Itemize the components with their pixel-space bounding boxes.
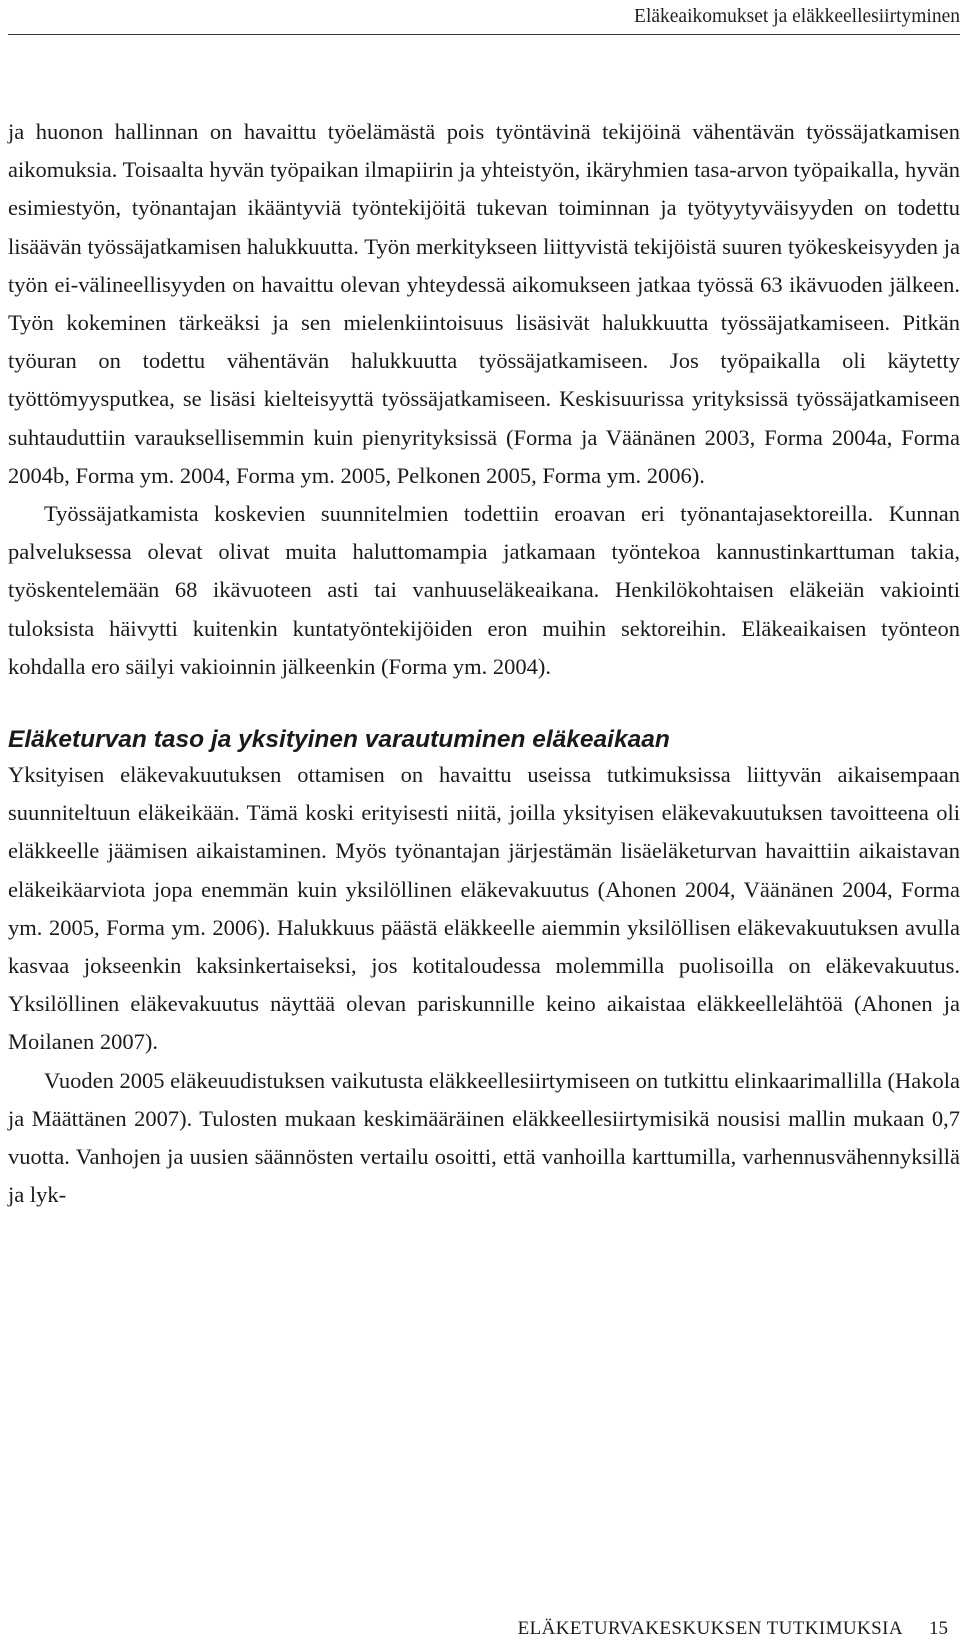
running-header: [8, 0, 960, 35]
running-header-title: Eläkeaikomukset ja eläkkeellesiirtyminen: [634, 6, 960, 27]
body-paragraph: Työssäjatkamista koskevien suunnitelmien todettiin eroavan eri työnantajasektoreilla. Kunnan palveluksessa olevat olivat muita haluttomampia jatkamaan työntekoa kannustinkarttuman takia, työskentelemään 68 ikävuoteen asti tai vanhuuseläkeaikana. Henkilökohtaisen eläkeiän vakiointi tuloksista häivytti kuitenkin kuntatyöntekijöiden eron muihin sektoreihin. Eläkeaikaisen työnteon kohdalla ero säilyi vakioinnin jälkeenkin (Forma ym. 2004).: [8, 501, 960, 679]
body-paragraph: Vuoden 2005 eläkeuudistuksen vaikutusta eläkkeellesiirtymiseen on tutkittu elinkaarimallilla (Hakola ja Määttänen 2007). Tulosten mukaan keskimääräinen eläkkeellesiirtymisikä nousisi mallin mukaan 0,7 vuotta. Vanhojen ja uusien säännösten vertailu osoitti, että vanhoilla karttumilla, varhennusvähennyksillä ja lyk-: [8, 1067, 960, 1208]
page-body: [8, 113, 960, 1214]
body-paragraph: ja huonon hallinnan on havaittu työelämästä pois työntävinä tekijöinä vähentävän työssäjatkamisen aikomuksia. Toisaalta hyvän työpaikan ilmapiirin ja yhteistyön, ikäryhmien tasa-arvon työpaikalla, hyvän esimiestyön, työnantajan ikääntyviä työntekijöitä tukevan toiminnan ja työtyytyväisyyden on todettu lisäävän työssäjatkamisen halukkuutta. Työn merkitykseen liittyvistä tekijöistä suuren työkeskeisyyden ja työn ei-välineellisyyden on havaittu olevan yhteydessä aikomukseen jatkaa työssä 63 ikävuoden jälkeen. Työn kokeminen tärkeäksi ja sen mielenkiintoisuus lisäsivät halukkuutta työssäjatkamiseen. Pitkän työuran on todettu vähentävän halukkuutta työssäjatkamiseen. Jos työpaikalla oli käytetty työttömyysputkea, se lisäsi kielteisyyttä työssäjatkamiseen. Keskisuurissa yrityksissä työssäjatkamiseen suhtauduttiin varauksellisemmin kuin pienyrityksissä (Forma ja Väänänen 2003, Forma 2004a, Forma 2004b, Forma ym. 2004, Forma ym. 2005, Pelkonen 2005, Forma ym. 2006).: [8, 119, 960, 488]
footer-series-name: ELÄKETURVAKESKUKSEN TUTKIMUKSIA: [517, 1618, 903, 1639]
running-footer: [518, 1616, 948, 1642]
page-number: 15: [929, 1618, 948, 1639]
body-paragraph: Yksityisen eläkevakuutuksen ottamisen on havaittu useissa tutkimuksissa liittyvän aikaisempaan suunniteltuun eläkeikään. Tämä koski erityisesti niitä, joilla yksityisen eläkevakuutuksen tavoitteena oli eläkkeelle jäämisen aikaistaminen. Myös työnantajan järjestämän lisäeläketurvan havaittiin aikaistavan eläkeikäarviota jopa enemmän kuin yksilöllinen eläkevakuutus (Ahonen 2004, Väänänen 2004, Forma ym. 2005, Forma ym. 2006). Halukkuus päästä eläkkeelle aiemmin yksilöllisen eläkevakuutuksen avulla kasvaa jokseenkin kaksinkertaiseksi, jos kotitaloudessa molemmilla puolisoilla on eläkevakuutus. Yksilöllinen eläkevakuutus näyttää olevan pariskunnille keino aikaistaa eläkkeellelähtöä (Ahonen ja Moilanen 2007).: [8, 762, 960, 1055]
section-heading: Eläketurvan taso ja yksityinen varautuminen eläkeaikaan: [8, 726, 670, 754]
